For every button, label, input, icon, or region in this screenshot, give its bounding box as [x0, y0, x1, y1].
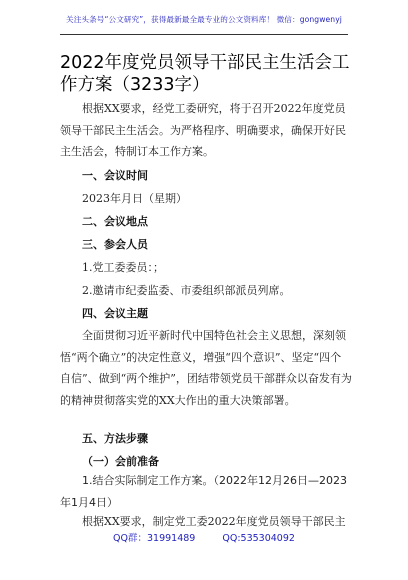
section-3-heading: 三、参会人员 [82, 238, 148, 251]
section-2-heading: 二、会议地点 [82, 215, 148, 228]
section-1-heading: 一、会议时间 [82, 169, 148, 182]
meeting-time-text: 2023年月日（星期） [82, 192, 187, 205]
footer-qq-group: QQ群：31991489 [113, 533, 196, 544]
theme-paragraph: 全面贯彻习近平新时代中国特色社会主义思想，深刻领悟“两个确立”的决定性意义，增强“四个意识”、坚定“四个自信”、做到“两个维护”，团结带领党员干部群众以奋发有为的精神贯彻落实党的XX大作出的重大决策部署。 [60, 329, 352, 407]
step-1-text: 根据XX要求，制定党工委2022年度党员领导干部民主 [82, 515, 346, 528]
step-1-item: 1.结合实际制定工作方案。（2022年12月26日—2023年1月4日） [60, 474, 347, 509]
attendee-line-2: 2.邀请市纪委监委、市委组织部派员列席。 [82, 284, 291, 297]
document-title: 2022年度党员领导干部民主生活会工作方案（3233字） [60, 53, 350, 95]
footer-qq: QQ:535304092 [222, 533, 295, 544]
attendee-line-1: 1.党工委委员：； [82, 261, 164, 274]
intro-paragraph: 根据XX要求，经党工委研究，将于召开2022年度党员领导干部民主生活会。为严格程序、明确要求，确保开好民主生活会，特制订本工作方案。 [60, 102, 346, 158]
section-5-heading: 五、方法步骤 [82, 432, 148, 445]
header-divider [60, 34, 348, 35]
header-note: 关注头条号“公文研究”，获得最新最全最专业的公文资料库！ 微信：gongwenyj [66, 15, 342, 24]
footer-contact [0, 530, 408, 544]
section-4-heading: 四、会议主题 [82, 307, 148, 320]
subsection-prep-heading: （一）会前准备 [82, 455, 159, 468]
